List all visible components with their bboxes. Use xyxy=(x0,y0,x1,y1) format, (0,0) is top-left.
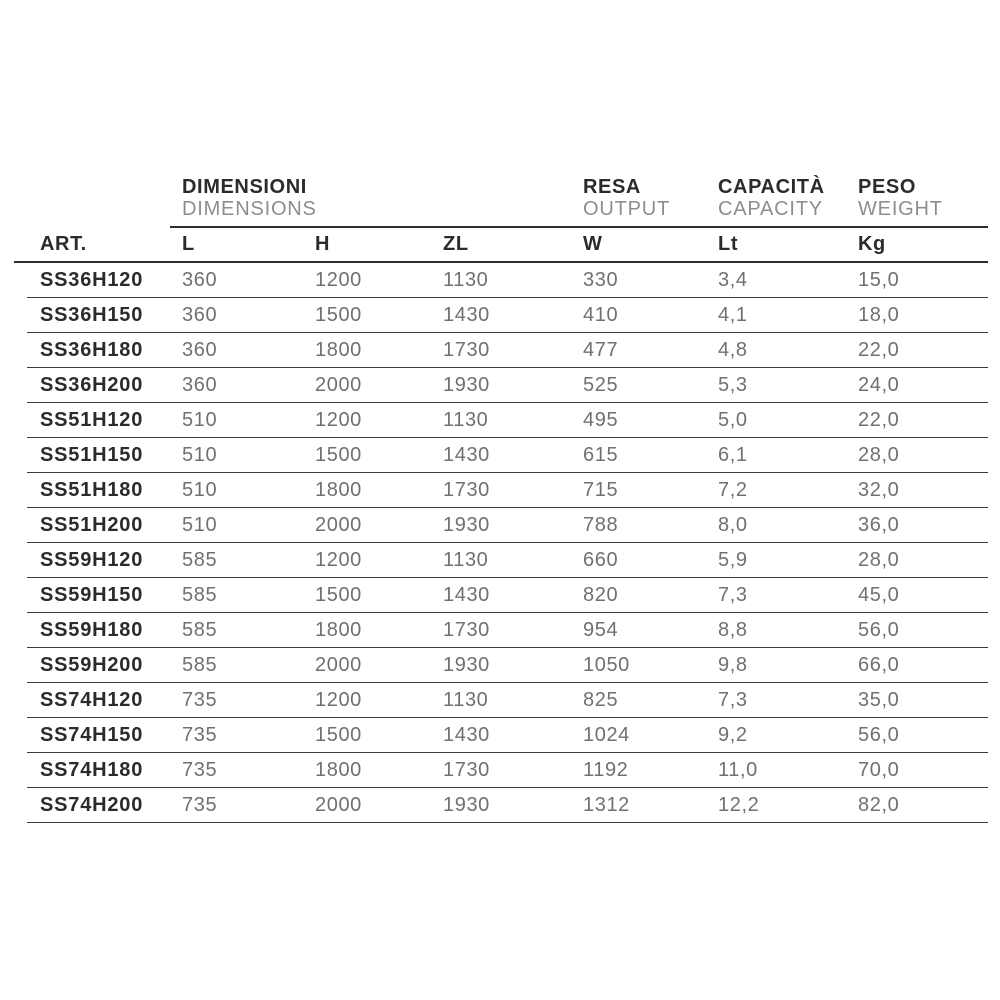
value-cell: 66,0 xyxy=(858,654,900,676)
table-row xyxy=(0,578,1000,613)
value-cell: 825 xyxy=(583,689,619,711)
value-cell: 715 xyxy=(583,479,619,501)
value-cell: 1730 xyxy=(443,619,490,641)
article-code: SS36H150 xyxy=(40,304,144,326)
value-cell: 2000 xyxy=(315,374,362,396)
article-code: SS59H150 xyxy=(40,584,144,606)
value-cell: 5,3 xyxy=(718,374,748,396)
value-cell: 36,0 xyxy=(858,514,900,536)
value-cell: 360 xyxy=(182,374,218,396)
value-cell: 1200 xyxy=(315,549,362,571)
value-cell: 12,2 xyxy=(718,794,760,816)
value-cell: 1730 xyxy=(443,759,490,781)
value-cell: 735 xyxy=(182,724,218,746)
table-row xyxy=(0,718,1000,753)
column-header-lt: Lt xyxy=(718,233,739,255)
column-header-h: H xyxy=(315,233,331,255)
value-cell: 28,0 xyxy=(858,444,900,466)
article-code: SS51H200 xyxy=(40,514,144,536)
value-cell: 360 xyxy=(182,304,218,326)
value-cell: 735 xyxy=(182,794,218,816)
value-cell: 1130 xyxy=(443,409,489,431)
value-cell: 1430 xyxy=(443,724,490,746)
value-cell: 56,0 xyxy=(858,724,900,746)
value-cell: 82,0 xyxy=(858,794,900,816)
value-cell: 11,0 xyxy=(718,759,758,781)
article-code: SS74H150 xyxy=(40,724,144,746)
value-cell: 1800 xyxy=(315,479,362,501)
value-cell: 1200 xyxy=(315,689,362,711)
value-cell: 585 xyxy=(182,584,218,606)
value-cell: 735 xyxy=(182,689,218,711)
value-cell: 2000 xyxy=(315,794,362,816)
value-cell: 510 xyxy=(182,479,218,501)
article-code: SS74H120 xyxy=(40,689,144,711)
value-cell: 660 xyxy=(583,549,619,571)
value-cell: 615 xyxy=(583,444,619,466)
column-header-w: W xyxy=(583,233,603,255)
table-row xyxy=(0,788,1000,823)
table-row xyxy=(0,403,1000,438)
value-cell: 510 xyxy=(182,409,218,431)
article-code: SS59H180 xyxy=(40,619,144,641)
value-cell: 585 xyxy=(182,654,218,676)
value-cell: 585 xyxy=(182,619,218,641)
table-row xyxy=(0,648,1000,683)
value-cell: 24,0 xyxy=(858,374,900,396)
group-label-en: CAPACITY xyxy=(718,198,823,221)
value-cell: 1130 xyxy=(443,269,489,291)
table-row xyxy=(0,438,1000,473)
value-cell: 510 xyxy=(182,514,218,536)
value-cell: 1430 xyxy=(443,444,490,466)
value-cell: 28,0 xyxy=(858,549,900,571)
value-cell: 1500 xyxy=(315,304,362,326)
value-cell: 410 xyxy=(583,304,619,326)
group-label-it: RESA xyxy=(583,176,641,198)
column-header-kg: Kg xyxy=(858,233,886,255)
value-cell: 1130 xyxy=(443,689,489,711)
value-cell: 5,0 xyxy=(718,409,748,431)
value-cell: 4,1 xyxy=(718,304,748,326)
table-row xyxy=(0,683,1000,718)
value-cell: 1430 xyxy=(443,584,490,606)
table-row xyxy=(0,473,1000,508)
value-cell: 330 xyxy=(583,269,619,291)
value-cell: 788 xyxy=(583,514,619,536)
column-header-zl: ZL xyxy=(443,233,469,255)
table-row xyxy=(0,368,1000,403)
group-header-row xyxy=(0,176,1000,226)
value-cell: 1130 xyxy=(443,549,489,571)
article-code: SS51H180 xyxy=(40,479,144,501)
group-header-weight xyxy=(858,176,988,226)
value-cell: 1730 xyxy=(443,339,490,361)
value-cell: 22,0 xyxy=(858,339,900,361)
article-code: SS51H150 xyxy=(40,444,144,466)
value-cell: 15,0 xyxy=(858,269,900,291)
value-cell: 35,0 xyxy=(858,689,900,711)
value-cell: 1930 xyxy=(443,794,490,816)
value-cell: 22,0 xyxy=(858,409,900,431)
group-header-output xyxy=(583,176,718,226)
value-cell: 9,2 xyxy=(718,724,748,746)
value-cell: 1930 xyxy=(443,514,490,536)
article-code: SS59H200 xyxy=(40,654,144,676)
table-row xyxy=(0,613,1000,648)
spec-table xyxy=(0,176,1000,823)
value-cell: 3,4 xyxy=(718,269,748,291)
table-row xyxy=(0,263,1000,298)
value-cell: 477 xyxy=(583,339,619,361)
value-cell: 360 xyxy=(182,269,218,291)
group-header-dimensions xyxy=(182,176,583,226)
value-cell: 4,8 xyxy=(718,339,748,361)
value-cell: 45,0 xyxy=(858,584,900,606)
value-cell: 585 xyxy=(182,549,218,571)
value-cell: 7,3 xyxy=(718,584,748,606)
group-label-it: PESO xyxy=(858,176,916,198)
value-cell: 1730 xyxy=(443,479,490,501)
table-row xyxy=(0,543,1000,578)
value-cell: 1200 xyxy=(315,409,362,431)
value-cell: 1430 xyxy=(443,304,490,326)
value-cell: 360 xyxy=(182,339,218,361)
article-code: SS36H120 xyxy=(40,269,144,291)
value-cell: 735 xyxy=(182,759,218,781)
article-code: SS59H120 xyxy=(40,549,144,571)
value-cell: 1050 xyxy=(583,654,630,676)
value-cell: 32,0 xyxy=(858,479,900,501)
table-body xyxy=(0,263,1000,823)
article-code: SS51H120 xyxy=(40,409,144,431)
value-cell: 9,8 xyxy=(718,654,748,676)
value-cell: 1800 xyxy=(315,759,362,781)
value-cell: 1024 xyxy=(583,724,630,746)
column-header-art: ART. xyxy=(40,233,87,255)
value-cell: 1500 xyxy=(315,584,362,606)
value-cell: 495 xyxy=(583,409,619,431)
value-cell: 1500 xyxy=(315,724,362,746)
value-cell: 8,8 xyxy=(718,619,748,641)
value-cell: 6,1 xyxy=(718,444,748,466)
table-row xyxy=(0,753,1000,788)
value-cell: 1930 xyxy=(443,654,490,676)
value-cell: 8,0 xyxy=(718,514,748,536)
value-cell: 1200 xyxy=(315,269,362,291)
group-label-en: DIMENSIONS xyxy=(182,198,317,221)
article-code: SS74H180 xyxy=(40,759,144,781)
table-row xyxy=(0,298,1000,333)
value-cell: 5,9 xyxy=(718,549,748,571)
value-cell: 510 xyxy=(182,444,218,466)
article-code: SS36H200 xyxy=(40,374,144,396)
value-cell: 2000 xyxy=(315,514,362,536)
group-header-capacity xyxy=(718,176,858,226)
value-cell: 820 xyxy=(583,584,619,606)
column-header-l: L xyxy=(182,233,195,255)
column-header-row xyxy=(0,228,1000,261)
value-cell: 70,0 xyxy=(858,759,900,781)
table-row xyxy=(0,333,1000,368)
value-cell: 1930 xyxy=(443,374,490,396)
value-cell: 1192 xyxy=(583,759,629,781)
article-code: SS36H180 xyxy=(40,339,144,361)
group-label-it: CAPACITÀ xyxy=(718,176,825,198)
value-cell: 1800 xyxy=(315,339,362,361)
value-cell: 2000 xyxy=(315,654,362,676)
group-label-it: DIMENSIONI xyxy=(182,176,307,198)
table-row xyxy=(0,508,1000,543)
value-cell: 1312 xyxy=(583,794,630,816)
group-label-en: WEIGHT xyxy=(858,198,943,221)
value-cell: 7,2 xyxy=(718,479,748,501)
value-cell: 954 xyxy=(583,619,619,641)
group-label-en: OUTPUT xyxy=(583,198,671,221)
value-cell: 56,0 xyxy=(858,619,900,641)
value-cell: 18,0 xyxy=(858,304,900,326)
article-code: SS74H200 xyxy=(40,794,144,816)
value-cell: 7,3 xyxy=(718,689,748,711)
value-cell: 525 xyxy=(583,374,619,396)
value-cell: 1800 xyxy=(315,619,362,641)
value-cell: 1500 xyxy=(315,444,362,466)
